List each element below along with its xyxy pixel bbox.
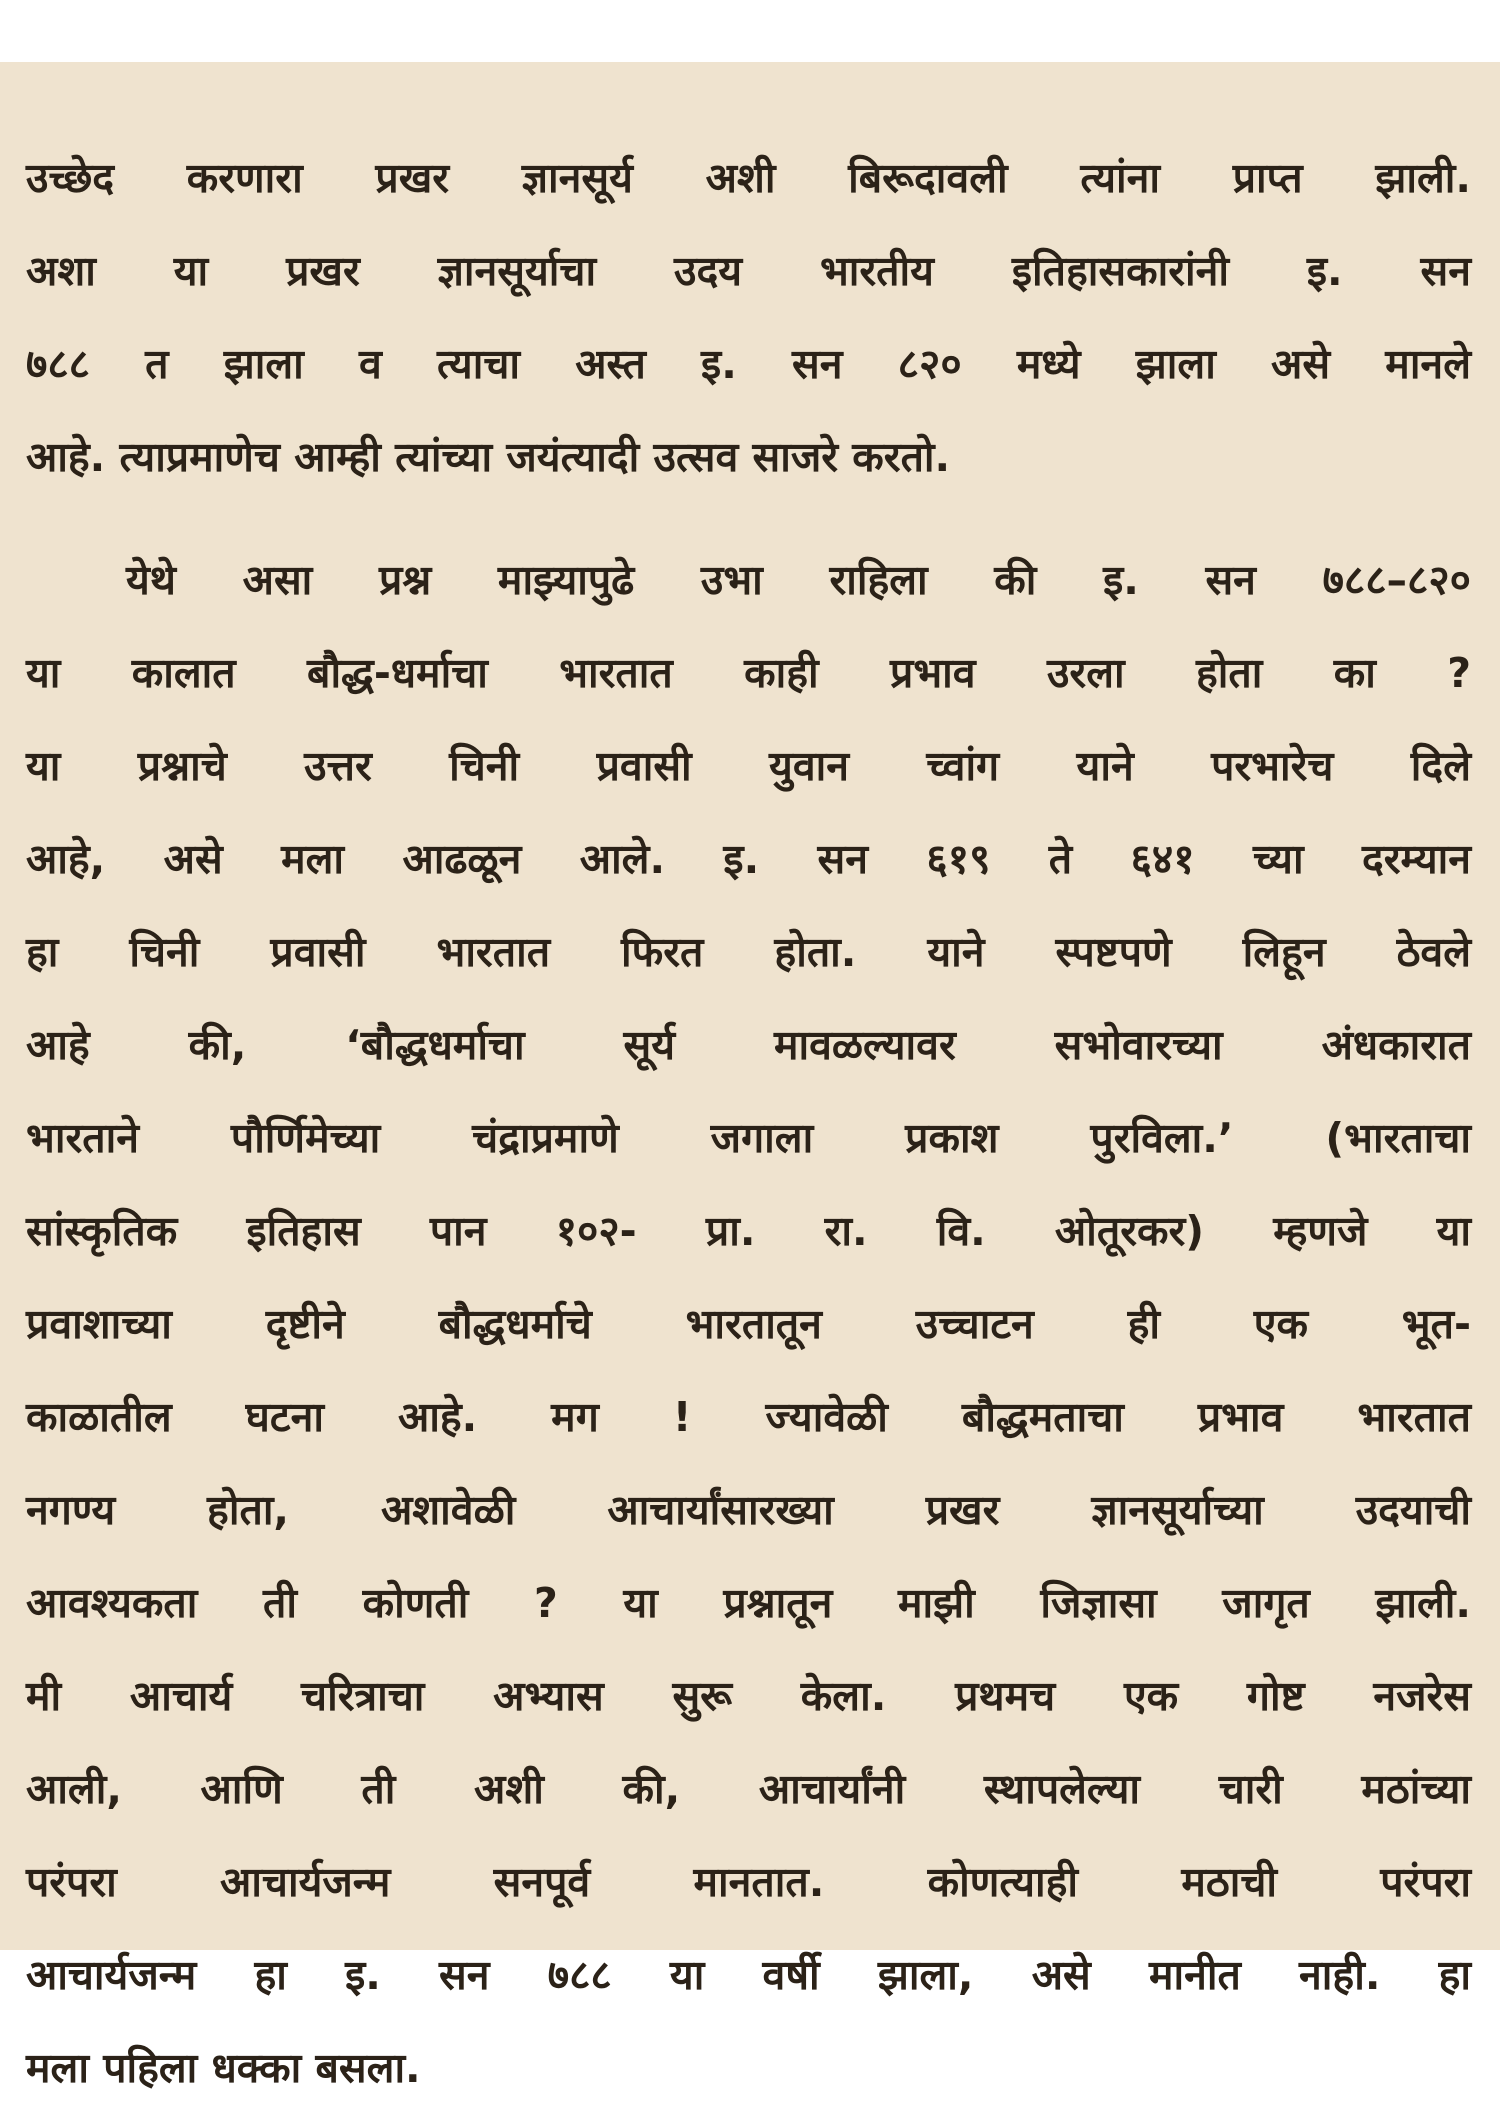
text-line: आहे की, ‘बौद्धधर्माचा सूर्य मावळल्यावर सभोवारच्या अंधकारात <box>26 1021 1471 1069</box>
text-line: ७८८ त झाला व त्याचा अस्त इ. सन ८२० मध्ये झाला असे मानले <box>26 340 1471 388</box>
text-line: आहे. त्याप्रमाणेच आम्ही त्यांच्या जयंत्यादी उत्सव साजरे करतो. <box>26 433 951 481</box>
text-line: मी आचार्य चरित्राचा अभ्यास सुरू केला. प्रथमच एक गोष्ट नजरेस <box>26 1672 1471 1720</box>
text-line: आवश्यकता ती कोणती ? या प्रश्नातून माझी जिज्ञासा जागृत झाली. <box>26 1579 1471 1627</box>
text-line: भारताने पौर्णिमेच्या चंद्राप्रमाणे जगाला प्रकाश पुरविला.’ (भारताचा <box>26 1114 1471 1162</box>
text-line: आहे, असे मला आढळून आले. इ. सन ६१९ ते ६४१ च्या दरम्यान <box>26 835 1471 883</box>
text-line: येथे असा प्रश्न माझ्यापुढे उभा राहिला की इ. सन ७८८–८२० <box>126 556 1471 604</box>
text-line: सांस्कृतिक इतिहास पान १०२- प्रा. रा. वि. ओतूरकर) म्हणजे या <box>26 1207 1471 1255</box>
paragraph-gap <box>26 504 1471 534</box>
text-line: आचार्यजन्म हा इ. सन ७८८ या वर्षी झाला, असे मानीत नाही. हा <box>26 1951 1471 1999</box>
text-line: अशा या प्रखर ज्ञानसूर्याचा उदय भारतीय इतिहासकारांनी इ. सन <box>26 247 1471 295</box>
text-line: मला पहिला धक्का बसला. <box>26 2044 421 2092</box>
paragraph-1 <box>26 132 1471 504</box>
text-line: काळातील घटना आहे. मग ! ज्यावेळी बौद्धमताचा प्रभाव भारतात <box>26 1393 1471 1441</box>
scanned-book-page <box>0 62 1500 2092</box>
text-line: हा चिनी प्रवासी भारतात फिरत होता. याने स्पष्टपणे लिहून ठेवले <box>26 928 1471 976</box>
text-line: उच्छेद करणारा प्रखर ज्ञानसूर्य अशी बिरूदावली त्यांना प्राप्त झाली. <box>26 154 1471 202</box>
text-line: नगण्य होता, अशावेळी आचार्यांसारख्या प्रखर ज्ञानसूर्याच्या उदयाची <box>26 1486 1471 1534</box>
text-line: परंपरा आचार्यजन्म सनपूर्व मानतात. कोणत्याही मठाची परंपरा <box>26 1858 1471 1906</box>
text-line: प्रवाशाच्या दृष्टीने बौद्धधर्माचे भारतातून उच्चाटन ही एक भूत- <box>26 1300 1471 1348</box>
text-line: या कालात बौद्ध-धर्माचा भारतात काही प्रभाव उरला होता का ? <box>26 649 1471 697</box>
text-line: आली, आणि ती अशी की, आचार्यांनी स्थापलेल्या चारी मठांच्या <box>26 1765 1471 1813</box>
paragraph-2 <box>26 534 1471 2115</box>
body-text <box>26 132 1471 2115</box>
text-line: या प्रश्नाचे उत्तर चिनी प्रवासी युवान च्वांग याने परभारेच दिले <box>26 742 1471 790</box>
